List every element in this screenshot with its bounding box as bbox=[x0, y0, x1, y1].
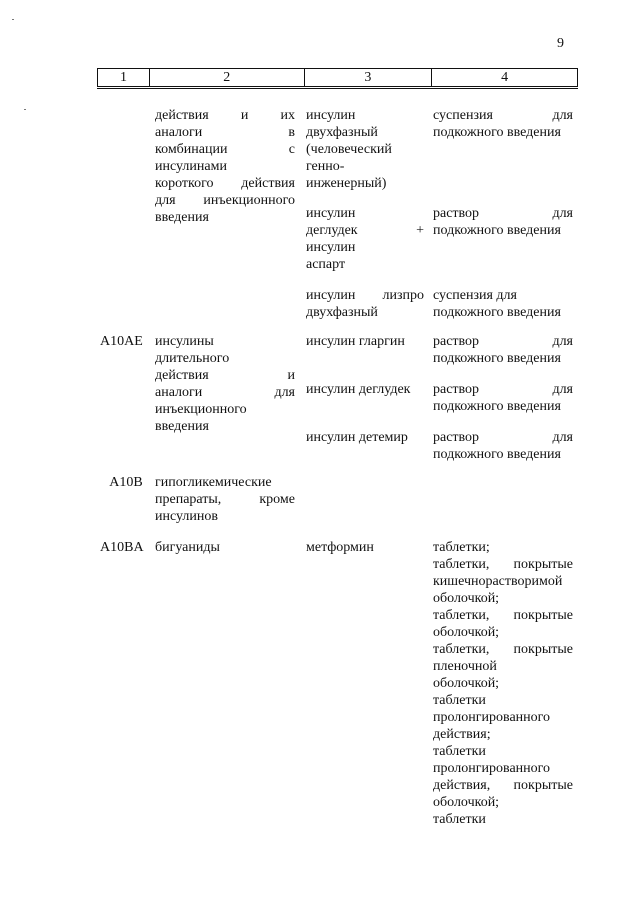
header-col-3: 3 bbox=[304, 69, 432, 87]
drug-name: метформин bbox=[306, 540, 374, 555]
drug-name: инсулин двухфазный (человеческий генно- инженерный) bbox=[306, 108, 392, 191]
column-number-header bbox=[97, 68, 578, 87]
drug-name: инсулин деглудек bbox=[306, 382, 411, 397]
dosage-form: суспензия для подкожного введения bbox=[433, 108, 573, 140]
dosage-form-list: таблетки; таблетки, покрытые кишечнорастворимой оболочкой; таблетки, покрытые оболочкой; таблетки, покрытые пленочной оболочкой; таблетки пролонгированного действия; таблетки пролонгированного действия, покрытые оболочкой; таблетки bbox=[433, 540, 573, 827]
drug-name: инсулин лизпро двухфазный bbox=[306, 288, 424, 320]
group-name: инсулины длительного действия и аналоги для инъекционного введения bbox=[155, 334, 295, 434]
header-bottom-rule bbox=[97, 88, 578, 89]
dosage-form: раствор для подкожного введения bbox=[433, 382, 573, 414]
dosage-form: раствор для подкожного введения bbox=[433, 430, 573, 462]
drug-name: инсулин гларгин bbox=[306, 334, 405, 349]
dosage-form: раствор для подкожного введения bbox=[433, 334, 573, 366]
drug-name: инсулин детемир bbox=[306, 430, 408, 445]
group-name: гипогликемические препараты, кроме инсулинов bbox=[155, 475, 295, 524]
atc-code: A10BA bbox=[100, 540, 144, 555]
atc-code: A10AE bbox=[100, 334, 143, 349]
header-col-1: 1 bbox=[98, 69, 150, 87]
scan-speck bbox=[24, 109, 26, 110]
atc-code: A10B bbox=[109, 475, 143, 490]
group-name: действия и их аналоги в комбинации с инсулинами короткого действия для инъекционного введения bbox=[155, 108, 295, 225]
header-col-2: 2 bbox=[149, 69, 304, 87]
dosage-form: суспензия для подкожного введения bbox=[433, 288, 561, 320]
header-col-4: 4 bbox=[432, 69, 578, 87]
drug-name: инсулин деглудек + инсулин аспарт bbox=[306, 206, 424, 272]
scan-speck bbox=[12, 19, 14, 20]
page-number: 9 bbox=[557, 36, 564, 51]
group-name: бигуаниды bbox=[155, 540, 220, 555]
dosage-form: раствор для подкожного введения bbox=[433, 206, 573, 238]
header-row bbox=[98, 69, 578, 87]
